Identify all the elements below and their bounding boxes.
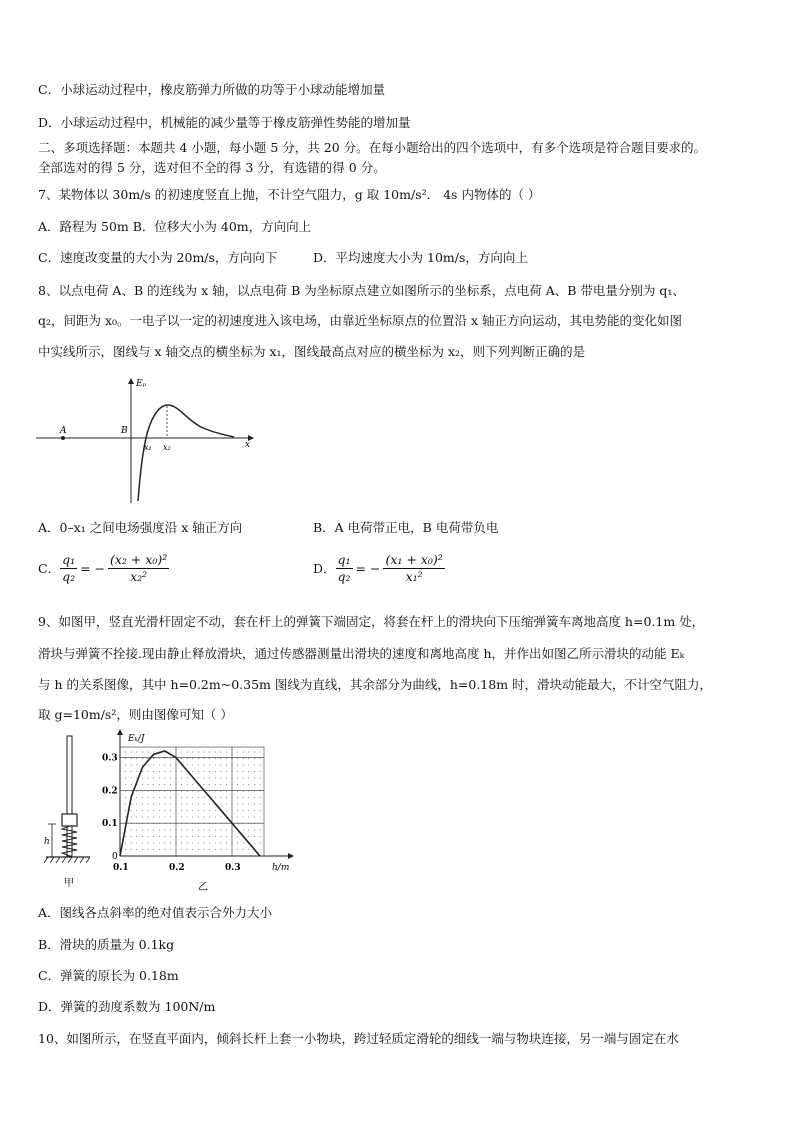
question-8-line3: 中实线所示，图线与 x 轴交点的横坐标为 x₁，图线最高点对应的横坐标为 x₂，则下列判断正确的是	[38, 344, 586, 359]
x-axis-label: x	[245, 440, 251, 450]
option-d-lhs-num: q₁	[337, 552, 351, 567]
ek-series-line	[120, 751, 260, 856]
question-9-line4: 取 g=10m/s²，则由图像可知（ ）	[38, 707, 233, 722]
option-c-label: C．	[38, 560, 61, 576]
vertical-rod	[67, 736, 72, 856]
x1-label: x₁	[144, 443, 152, 452]
question-9-line1: 9、如图甲，竖直光滑杆固定不动，套在杆上的弹簧下端固定，将套在杆上的滑块向下压缩弹簧车离地高度 h=0.1m 处，	[38, 614, 705, 629]
chart-grid-frame	[120, 747, 264, 856]
option-c-lhs-num: q₁	[62, 552, 76, 567]
option-d-rhs-num: (x₁ + x₀)²	[385, 552, 443, 567]
option-c-rhs-den: x₂²	[130, 569, 148, 584]
option-d-label: D．	[313, 560, 336, 576]
question-8-option-b: B．A 电荷带正电，B 电荷带负电	[313, 520, 499, 535]
potential-energy-curve	[138, 405, 234, 501]
question-10: 10、如图所示，在竖直平面内，倾斜长杆上套一小物块，跨过轻质定滑轮的细线一端与物块连接，另一端与固定在水	[38, 1031, 679, 1046]
chart-grid	[120, 747, 264, 856]
option-d-lhs-den: q₂	[337, 569, 351, 584]
slider-block	[62, 814, 77, 826]
question-8-option-a: A．0–x₁ 之间电场强度沿 x 轴正方向	[38, 520, 243, 535]
y-axis-label: Eₚ	[136, 379, 147, 389]
section2-heading: 二、多项选择题：本题共 4 小题，每小题 5 分，共 20 分。在每小题给出的四个选项中，有多个选项是符合题目要求的。	[38, 140, 707, 155]
option-d-rhs-den: x₁²	[405, 569, 423, 584]
question-7-option-d: D．平均速度大小为 10m/s，方向向上	[313, 250, 528, 265]
question-9-line2: 滑块与弹簧不拴接.现由静止释放滑块，通过传感器测量出滑块的速度和离地高度 h，并作出如图乙所示滑块的动能 Eₖ	[38, 646, 685, 661]
chart-x-label: h/m	[272, 863, 290, 873]
chart-grid-dots	[125, 752, 260, 850]
chart-x-tick-label: 0.3	[225, 863, 241, 873]
question-7: 7、某物体以 30m/s 的初速度竖直上抛，不计空气阻力，g 取 10m/s²． 4s 内物体的（ ）	[38, 187, 541, 202]
point-a-label: A	[60, 426, 67, 436]
question-7-options-ab: A．路程为 50m B．位移大小为 40m，方向向上	[38, 219, 312, 234]
question-8-line1: 8、以点电荷 A、B 的连线为 x 轴，以点电荷 B 为坐标原点建立如图所示的坐标系，点电荷 A、B 带电量分别为 q₁、	[38, 283, 685, 298]
chart-y-tick-label: 0.1	[102, 819, 118, 830]
option-c-rhs	[108, 552, 169, 585]
chart-y-label: Eₖ/J	[128, 734, 145, 744]
option-c-equals: = −	[80, 560, 106, 576]
option-d-equals: = −	[355, 560, 381, 576]
question-9-line3: 与 h 的关系图像，其中 h=0.2m~0.35m 图线为直线，其余部分为曲线，h=0.18m 时，滑块动能最大，不计空气阻力，	[38, 677, 713, 692]
question-9-option-d: D．弹簧的劲度系数为 100N/m	[38, 999, 216, 1014]
spring-apparatus-figure	[38, 732, 103, 892]
chart-x-tick-label: 0.2	[169, 863, 185, 873]
question-8-option-c	[38, 552, 169, 585]
question-9-option-a: A．图线各点斜率的绝对值表示合外力大小	[38, 905, 273, 920]
section2-scoring: 全部选对的得 5 分，选对但不全的得 3 分，有选错的得 0 分。	[38, 160, 386, 175]
point-a-marker	[61, 436, 65, 440]
ground-hatch	[44, 857, 90, 863]
chart-x-tick-label: 0.1	[113, 863, 129, 873]
ek-h-chart	[100, 728, 300, 894]
question-9-option-c: C．弹簧的原长为 0.18m	[38, 968, 179, 983]
figure-yi-label: 乙	[198, 882, 208, 893]
option-c-rhs-num: (x₂ + x₀)²	[110, 552, 168, 567]
figure-jia-label: 甲	[64, 878, 74, 889]
question-9-option-b: B．滑块的质量为 0.1kg	[38, 937, 175, 952]
option-d-lhs	[336, 552, 353, 585]
option-c-previous: C．小球运动过程中，橡皮筋弹力所做的功等于小球动能增加量	[38, 82, 386, 97]
chart-y-tick-label: 0.3	[102, 753, 118, 764]
potential-energy-figure	[36, 375, 261, 505]
height-label: h	[44, 837, 50, 847]
option-d-previous: D．小球运动过程中，机械能的减少量等于橡皮筋弹性势能的增加量	[38, 115, 411, 130]
option-d-rhs	[383, 552, 444, 585]
question-8-line2: q₂，间距为 x₀。一电子以一定的初速度进入该电场，由靠近坐标原点的位置沿 x 轴正方向运动，其电势能的变化如图	[38, 313, 683, 328]
point-b-label: B	[121, 426, 128, 436]
chart-y-tick-label: 0.2	[102, 786, 118, 797]
option-c-lhs-den: q₂	[62, 569, 76, 584]
option-c-lhs	[60, 552, 77, 585]
question-7-option-c: C．速度改变量的大小为 20m/s，方向向下	[38, 250, 278, 265]
question-8-option-d	[313, 552, 445, 585]
x2-label: x₂	[163, 443, 171, 452]
chart-y-zero: 0	[112, 852, 118, 862]
